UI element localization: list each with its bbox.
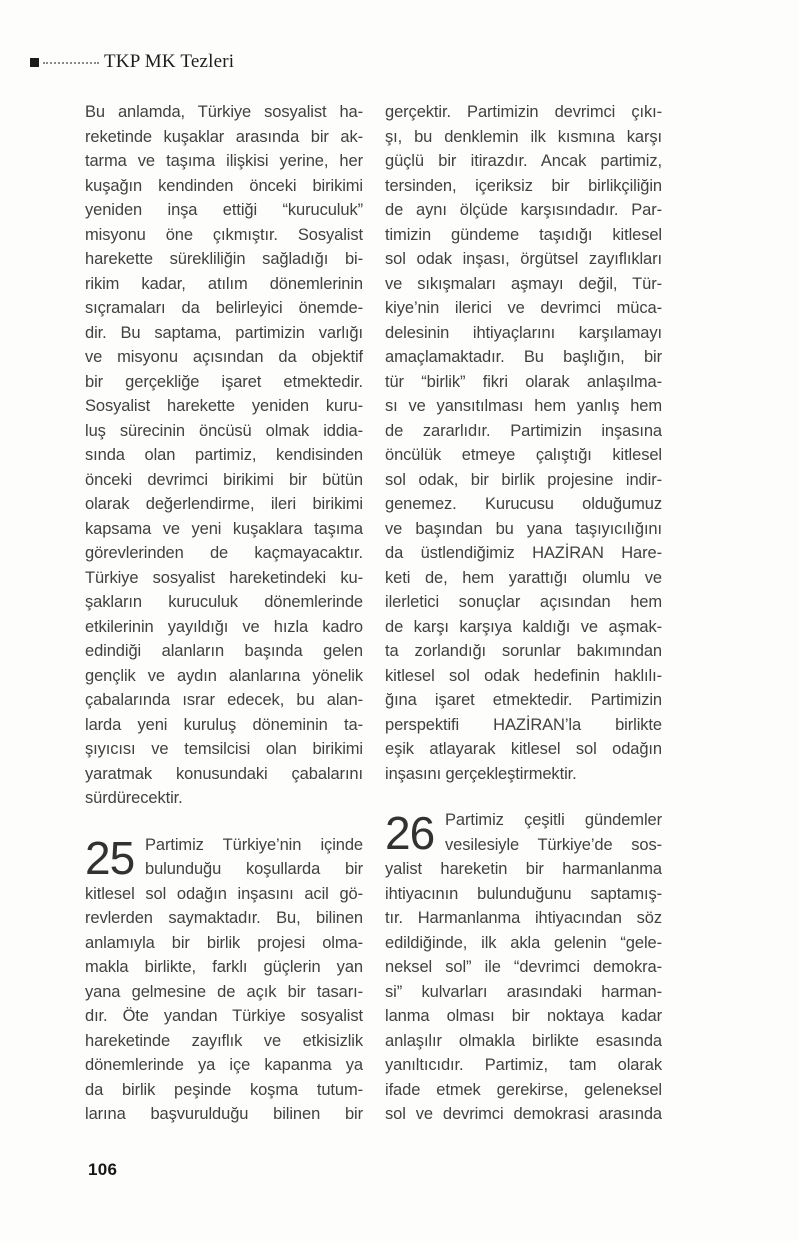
text-line: sürdürecektir.: [85, 789, 183, 807]
text-line: Partimiz çeşitli gündemler: [445, 811, 662, 829]
text-line: sol ve devrimci demokrasi arasında: [385, 1105, 662, 1123]
text-line: ğına işaret etmektedir. Partimizin: [385, 691, 662, 709]
text-line: tersinden, içeriksiz bir birlikçiliğin: [385, 176, 662, 195]
text-line: çabalarında ısrar edecek, bu alan-: [85, 691, 363, 709]
text-line: misyonu öne çıkmıştır. Sosyalist: [85, 225, 363, 244]
paragraph: [85, 100, 363, 811]
text-line: olarak değerlendirme, ileri birikimi: [85, 495, 363, 513]
text-line: amaçlamaktadır. Bu başlığın, bir: [385, 348, 662, 366]
left-column: [85, 100, 363, 1127]
text-line: Sosyalist harekette yeniden kuru-: [85, 397, 363, 415]
text-line: sıçramaları da belirleyici önemde-: [85, 299, 363, 317]
text-line: kitlesel sol odağın inşasını acil gö-: [85, 884, 363, 903]
text-line: bulunduğu koşullarda bir: [145, 860, 363, 878]
text-line: tarma ve taşıma ilişkisi yerine, her: [85, 152, 363, 170]
text-line: kiye’nin ilerici ve devrimci müca-: [385, 299, 662, 317]
text-line: timizin gündeme taşıdığı kitlesel: [385, 225, 662, 244]
paragraph: [385, 100, 662, 786]
text-line: da üstlendiğimiz HAZİRAN Hare-: [385, 544, 662, 562]
text-line: edildiğinde, ilk akla gelenin “gele-: [385, 933, 662, 952]
text-line: hareketinde zayıflık ve etkisizlik: [85, 1031, 363, 1050]
text-line: dir. Bu saptama, partimizin varlığı: [85, 323, 363, 342]
text-line: yaratmak konusundaki çabalarını: [85, 764, 363, 783]
running-header: [30, 51, 234, 73]
text-line: yalist hareketin bir harmanlanma: [385, 860, 662, 878]
text-line: ifade etmek gerekirse, geleneksel: [385, 1080, 662, 1099]
text-line: harekette sürekliliğin sağladığı bi-: [85, 250, 363, 268]
text-line: Partimiz Türkiye’nin içinde: [145, 835, 363, 854]
text-line: luş sürecinin öncüsü olmak iddia-: [85, 421, 363, 440]
text-line: kitlesel sol odak hedefinin haklılı-: [385, 666, 662, 685]
text-line: Bu anlamda, Türkiye sosyalist ha-: [85, 103, 363, 121]
text-line: dönemlerinde ya içe kapanma ya: [85, 1056, 363, 1074]
text-line: makla birlikte, farklı güçlerin yan: [85, 958, 363, 976]
text-line: genemez. Kurucusu olduğumuz: [385, 495, 662, 513]
text-line: edindiği alanların başında gelen: [85, 642, 363, 660]
square-bullet-icon: [30, 58, 39, 67]
text-line: rikim kadar, atılım dönemlerinin: [85, 274, 363, 293]
text-line: revlerden saymaktadır. Bu, bilinen: [85, 909, 363, 927]
text-line: yana gelmesine de açık bir tasarı-: [85, 982, 363, 1001]
text-line: yanıltıcıdır. Partimiz, tam olarak: [385, 1056, 662, 1074]
text-line: gençlik ve aydın alanlarına yönelik: [85, 666, 363, 685]
text-line: da birlik peşinde koşma tutum-: [85, 1080, 363, 1099]
text-line: anlaşılır olmakla birlikte esasında: [385, 1031, 662, 1050]
text-line: önceki devrimci birikimi bir bütün: [85, 470, 363, 489]
numbered-paragraph: [85, 833, 363, 1127]
text-line: tır. Harmanlanma ihtiyacından söz: [385, 909, 662, 927]
text-line: larda yeni kuruluş döneminin ta-: [85, 715, 363, 734]
text-line: sol odak, bir birlik projesine indir-: [385, 470, 662, 489]
text-line: sında olan partimiz, kendisinden: [85, 446, 363, 464]
paragraph-number: 25: [85, 831, 135, 884]
text-line: etkilerinin yayıldığı ve hızla kadro: [85, 617, 363, 636]
text-line: sol odak inşası, örgütsel zayıflıkları: [385, 250, 662, 268]
text-line: kuşağın kendinden önceki birikimi: [85, 176, 363, 195]
dotted-divider: [43, 62, 99, 64]
text-line: ta zorlandığı sorunlar bakımından: [385, 642, 662, 660]
text-line: öncülük etmeye çalıştığı kitlesel: [385, 446, 662, 464]
text-line: dır. Öte yandan Türkiye sosyalist: [85, 1007, 363, 1025]
text-line: şıyıcısı ve temsilcisi olan birikimi: [85, 740, 363, 758]
text-line: güçlü bir itirazdır. Ancak partimiz,: [385, 152, 662, 170]
header-title: TKP MK Tezleri: [104, 51, 235, 72]
text-line: larına başvurulduğu bilinen bir: [85, 1105, 363, 1123]
text-line: gerçektir. Partimizin devrimci çıkı-: [385, 103, 662, 121]
text-line: keti de, hem yarattığı olumlu ve: [385, 568, 662, 587]
text-line: tür “birlik” fikri olarak anlaşılma-: [385, 372, 662, 391]
text-line: delesinin ihtiyaçlarını karşılamayı: [385, 323, 662, 342]
text-line: ve sıkışmaları aşmayı değil, Tür-: [385, 274, 662, 293]
text-line: ihtiyacının bulunduğunu saptamış-: [385, 884, 662, 903]
text-line: sı ve yansıtılması hem yanlış hem: [385, 397, 662, 415]
text-line: reketinde kuşaklar arasında bir ak-: [85, 127, 363, 146]
text-line: ve misyonu açısından da objektif: [85, 348, 363, 366]
text-line: Türkiye sosyalist hareketindeki ku-: [85, 568, 363, 587]
text-line: lanma olması bir noktaya kadar: [385, 1007, 662, 1025]
text-line: anlamıyla bir birlik projesi olma-: [85, 933, 363, 952]
text-line: si” kulvarları arasındaki harman-: [385, 982, 662, 1001]
text-content: [85, 100, 662, 1127]
text-line: şakların kuruculuk dönemlerinde: [85, 593, 363, 611]
text-line: de aynı ölçüde karşısındadır. Par-: [385, 201, 662, 219]
text-line: şı, bu denklemin ilk kısmına karşı: [385, 127, 662, 146]
text-line: yeniden inşa ettiği “kuruculuk”: [85, 201, 363, 219]
text-line: inşasını gerçekleştirmektir.: [385, 764, 577, 783]
text-line: ilerletici sonuçlar açısından hem: [385, 593, 662, 611]
text-line: neksel sol” ile “devrimci demokra-: [385, 958, 662, 976]
numbered-paragraph: [385, 808, 662, 1127]
page-number: 106: [88, 1160, 118, 1179]
text-line: vesilesiyle Türkiye’de sos-: [445, 835, 662, 854]
text-line: eşik atlayarak kitlesel sol odağın: [385, 740, 662, 758]
text-line: bir gerçekliğe işaret etmektedir.: [85, 372, 363, 391]
text-line: ve başından bu yana taşıyıcılığını: [385, 519, 662, 538]
text-line: de zararlıdır. Partimizin inşasına: [385, 421, 662, 440]
text-line: de karşı karşıya kaldığı ve aşmak-: [385, 617, 662, 636]
text-line: görevlerinden de kaçmayacaktır.: [85, 544, 363, 562]
right-column: [385, 100, 662, 1127]
text-line: kapsama ve yeni kuşaklara taşıma: [85, 519, 363, 538]
text-line: perspektifi HAZİRAN’la birlikte: [385, 715, 662, 734]
paragraph-number: 26: [385, 807, 435, 859]
